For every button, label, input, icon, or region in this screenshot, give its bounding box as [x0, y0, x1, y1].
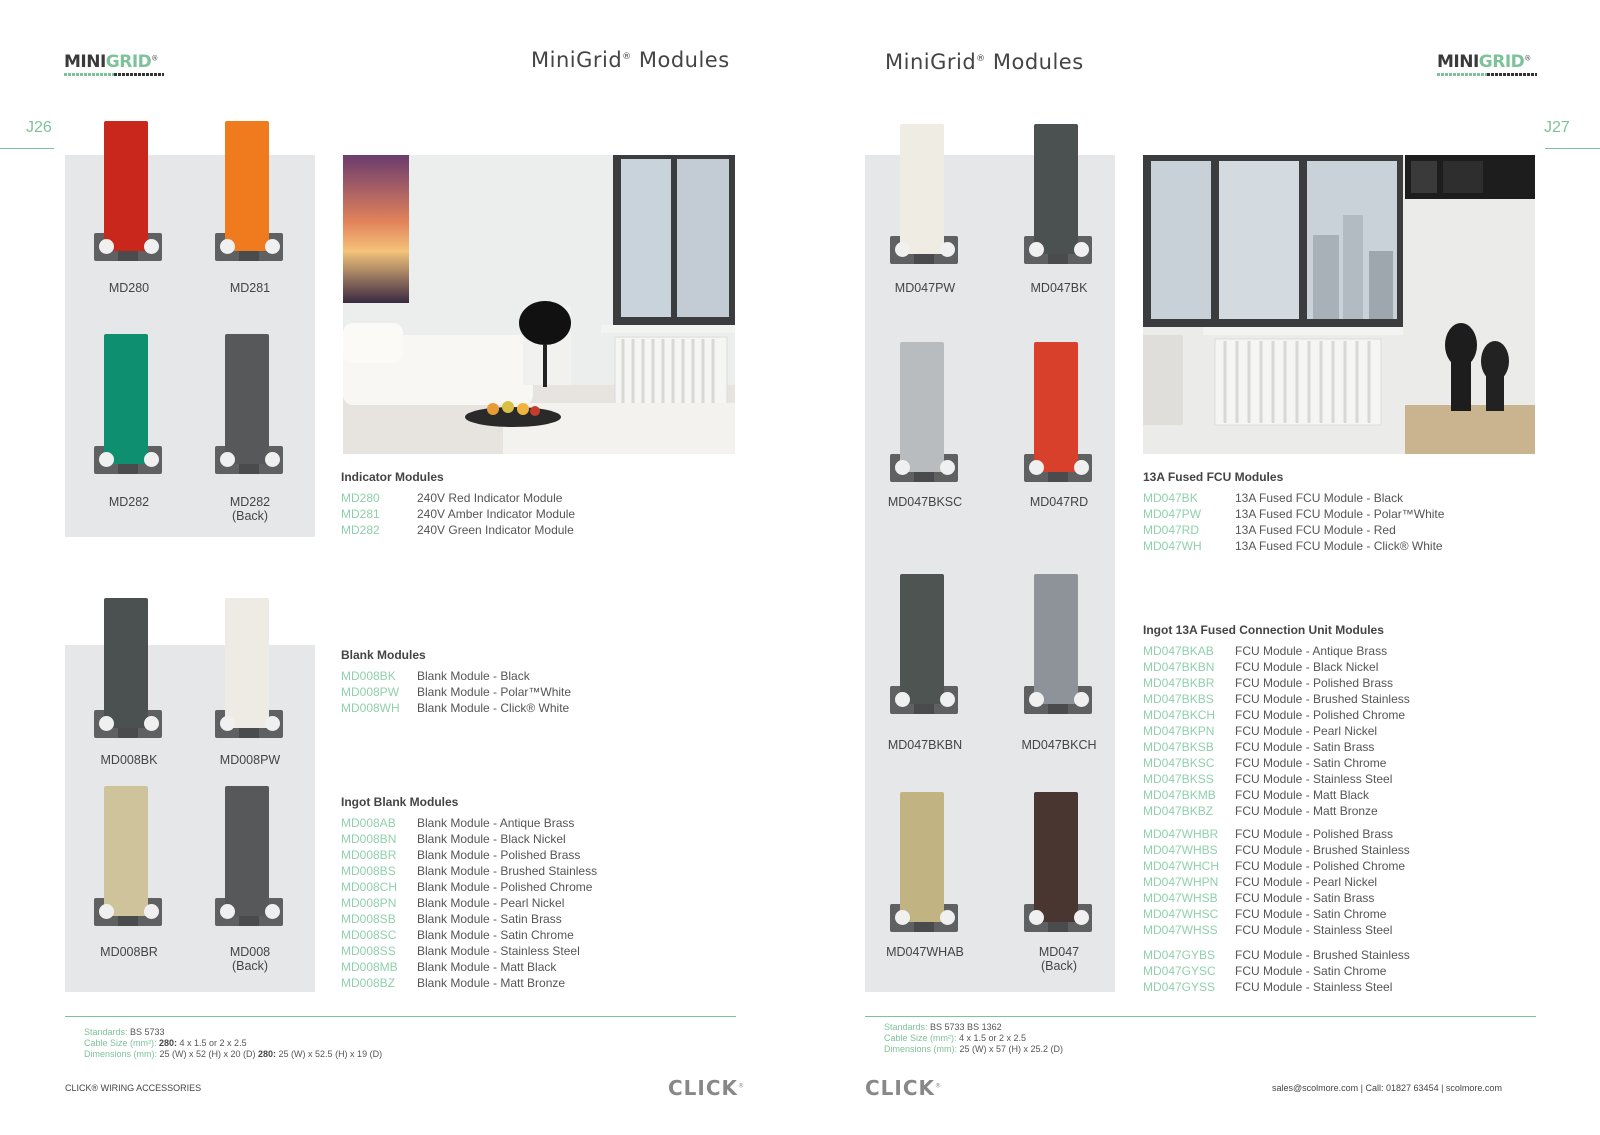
- module-code: MD280: [108, 281, 150, 295]
- module-body: [225, 334, 269, 464]
- product-row: [341, 522, 575, 538]
- module-code: MD047BKCH: [1021, 738, 1097, 752]
- module-screw-hole: [265, 904, 280, 919]
- module-code: MD047BK: [1030, 281, 1088, 295]
- module-body: [104, 121, 148, 251]
- module-screw-hole: [1074, 460, 1089, 475]
- module-image: [94, 121, 164, 263]
- module-screw-hole: [99, 452, 114, 467]
- ingot-blank-modules-title: Ingot Blank Modules: [341, 795, 459, 809]
- product-description: 240V Amber Indicator Module: [417, 507, 576, 521]
- module-screw-hole: [220, 716, 235, 731]
- module-body: [900, 792, 944, 922]
- indicator-modules-title: Indicator Modules: [341, 470, 444, 484]
- module-caption: [865, 495, 985, 509]
- product-code: MD047BKSB: [1143, 740, 1214, 754]
- product-row: [341, 879, 597, 895]
- product-row: [1143, 771, 1410, 787]
- product-row: [1143, 739, 1410, 755]
- product-row: [1143, 842, 1410, 858]
- module-screw-hole: [265, 452, 280, 467]
- module-image: [890, 124, 960, 266]
- module-image: [1024, 574, 1094, 716]
- product-code: MD047WHBS: [1143, 843, 1218, 857]
- module-image: [215, 121, 285, 263]
- product-code: MD047GYSC: [1143, 964, 1216, 978]
- module-image: [890, 574, 960, 716]
- product-description: FCU Module - Polished Chrome: [1235, 859, 1406, 873]
- module-note: (Back): [231, 959, 269, 973]
- product-description: FCU Module - Polished Chrome: [1235, 708, 1406, 722]
- module-caption: [190, 495, 310, 523]
- product-row: [341, 927, 597, 943]
- product-description: Blank Module - Satin Chrome: [417, 928, 574, 942]
- product-row: [341, 668, 571, 684]
- product-code: MD008BR: [341, 848, 397, 862]
- module-body: [104, 786, 148, 916]
- product-row: [1143, 506, 1444, 522]
- ingot-fcu-modules-title: Ingot 13A Fused Connection Unit Modules: [1143, 623, 1384, 637]
- module-image: [215, 786, 285, 928]
- module-caption: [865, 738, 985, 752]
- product-description: FCU Module - Pearl Nickel: [1235, 875, 1378, 889]
- module-caption: [69, 495, 189, 509]
- product-description: FCU Module - Brushed Stainless: [1235, 948, 1410, 962]
- module-caption: [190, 945, 310, 973]
- module-body: [900, 342, 944, 472]
- product-description: FCU Module - Stainless Steel: [1235, 772, 1393, 786]
- module-screw-hole: [895, 692, 910, 707]
- product-code: MD047WHSB: [1143, 891, 1218, 905]
- module-caption: [999, 945, 1119, 973]
- product-code: MD047WHPN: [1143, 875, 1219, 889]
- product-code: MD047BKSS: [1143, 772, 1214, 786]
- module-screw-hole: [895, 460, 910, 475]
- product-code: MD008SB: [341, 912, 396, 926]
- footer-website[interactable]: scolmore.com: [1445, 1083, 1502, 1093]
- module-body: [1034, 792, 1078, 922]
- product-code: MD047BKAB: [1143, 644, 1214, 658]
- specs-rule-left: [65, 1016, 736, 1017]
- module-screw-hole: [265, 239, 280, 254]
- product-code: MD280: [341, 491, 380, 505]
- product-row: [341, 490, 575, 506]
- product-description: FCU Module - Pearl Nickel: [1235, 724, 1378, 738]
- product-description: Blank Module - Click® White: [417, 701, 570, 715]
- logo-reg: ®: [151, 54, 158, 63]
- product-row: [1143, 522, 1444, 538]
- module-screw-hole: [265, 716, 280, 731]
- module-screw-hole: [940, 460, 955, 475]
- product-row: [1143, 707, 1410, 723]
- room-photo-right: [1143, 155, 1535, 454]
- module-code: MD008BR: [100, 945, 158, 959]
- module-code: MD047WHAB: [886, 945, 964, 959]
- product-description: FCU Module - Satin Chrome: [1235, 964, 1387, 978]
- product-code: MD047BKBN: [1143, 660, 1215, 674]
- product-row: [1143, 906, 1410, 922]
- product-code: MD047BKPN: [1143, 724, 1215, 738]
- logo-bar-dark: [114, 73, 164, 76]
- module-screw-hole: [144, 452, 159, 467]
- product-row: [1143, 826, 1410, 842]
- product-code: MD047WHCH: [1143, 859, 1220, 873]
- product-code: MD047BK: [1143, 491, 1198, 505]
- module-code: MD281: [229, 281, 271, 295]
- module-screw-hole: [895, 242, 910, 257]
- product-code: MD008BZ: [341, 976, 396, 990]
- module-screw-hole: [99, 904, 114, 919]
- logo-text-b: GRID: [105, 52, 152, 72]
- product-code: MD047WHSS: [1143, 923, 1218, 937]
- product-row: [341, 815, 597, 831]
- module-code: MD047RD: [1029, 495, 1089, 509]
- product-row: [341, 943, 597, 959]
- ingot-blank-modules-list: [341, 815, 597, 991]
- footer-email[interactable]: sales@scolmore.com: [1272, 1083, 1359, 1093]
- footer-contact: sales@scolmore.com | Call: 01827 63454 | scolmore.com: [1272, 1083, 1502, 1093]
- product-code: MD008WH: [341, 701, 400, 715]
- product-code: MD047PW: [1143, 507, 1202, 521]
- module-caption: [69, 281, 189, 295]
- module-screw-hole: [99, 239, 114, 254]
- product-description: FCU Module - Black Nickel: [1235, 660, 1379, 674]
- product-code: MD047WHSC: [1143, 907, 1219, 921]
- product-row: [1143, 723, 1410, 739]
- product-description: FCU Module - Polished Brass: [1235, 676, 1394, 690]
- product-description: Blank Module - Polar™White: [417, 685, 572, 699]
- product-description: Blank Module - Stainless Steel: [417, 944, 580, 958]
- module-image: [1024, 792, 1094, 934]
- product-description: FCU Module - Stainless Steel: [1235, 923, 1393, 937]
- module-body: [104, 334, 148, 464]
- product-description: Blank Module - Polished Chrome: [417, 880, 593, 894]
- module-note: (Back): [231, 509, 269, 523]
- module-code: MD008PW: [219, 753, 281, 767]
- minigrid-logo-right: MINIGRID®: [1437, 52, 1547, 78]
- product-description: FCU Module - Brushed Stainless: [1235, 843, 1410, 857]
- module-body: [104, 598, 148, 728]
- page-number-right: J27: [1544, 119, 1570, 136]
- product-description: Blank Module - Matt Bronze: [417, 976, 566, 990]
- module-code: MD008: [229, 945, 271, 959]
- module-code: MD282: [108, 495, 150, 509]
- module-caption: [999, 281, 1119, 295]
- module-screw-hole: [1029, 242, 1044, 257]
- module-caption: [865, 945, 985, 959]
- module-screw-hole: [144, 239, 159, 254]
- product-row: [341, 911, 597, 927]
- product-description: Blank Module - Satin Brass: [417, 912, 562, 926]
- product-row: [1143, 538, 1444, 554]
- module-body: [1034, 124, 1078, 254]
- product-row: [1143, 803, 1410, 819]
- module-screw-hole: [1074, 242, 1089, 257]
- footer-phone: Call: 01827 63454: [1365, 1083, 1439, 1093]
- product-code: MD281: [341, 507, 380, 521]
- product-row: [1143, 691, 1410, 707]
- module-code: MD047BKSC: [887, 495, 963, 509]
- product-code: MD047BKCH: [1143, 708, 1216, 722]
- product-code: MD008PN: [341, 896, 397, 910]
- specs-right: Standards: BS 5733 BS 1362 Cable Size (mm²): 4 x 1.5 or 2 x 2.5 Dimensions (mm): 25 (W) x 57 (H) x 25.2 (D): [884, 1022, 1064, 1054]
- product-description: 240V Red Indicator Module: [417, 491, 563, 505]
- module-screw-hole: [220, 904, 235, 919]
- product-description: FCU Module - Satin Brass: [1235, 891, 1375, 905]
- module-screw-hole: [1074, 910, 1089, 925]
- product-description: FCU Module - Antique Brass: [1235, 644, 1388, 658]
- product-code: MD047BKBS: [1143, 692, 1214, 706]
- module-screw-hole: [99, 716, 114, 731]
- module-caption: [190, 281, 310, 295]
- product-code: MD047GYBS: [1143, 948, 1216, 962]
- product-description: Blank Module - Polished Brass: [417, 848, 581, 862]
- product-description: FCU Module - Satin Chrome: [1235, 907, 1387, 921]
- module-screw-hole: [940, 692, 955, 707]
- module-screw-hole: [220, 239, 235, 254]
- module-note: (Back): [1040, 959, 1078, 973]
- module-screw-hole: [1029, 460, 1044, 475]
- specs-rule-right: [865, 1016, 1536, 1017]
- product-row: [1143, 643, 1410, 659]
- module-image: [94, 334, 164, 476]
- module-body: [900, 574, 944, 704]
- product-row: [1143, 890, 1410, 906]
- module-caption: [999, 738, 1119, 752]
- blank-modules-title: Blank Modules: [341, 648, 426, 662]
- product-description: FCU Module - Brushed Stainless: [1235, 692, 1410, 706]
- product-row: [341, 959, 597, 975]
- module-image: [94, 786, 164, 928]
- product-row: [341, 847, 597, 863]
- product-description: FCU Module - Matt Bronze: [1235, 804, 1378, 818]
- product-code: MD047BKBZ: [1143, 804, 1214, 818]
- module-screw-hole: [220, 452, 235, 467]
- product-description: FCU Module - Satin Brass: [1235, 740, 1375, 754]
- product-description: 13A Fused FCU Module - Click® White: [1235, 539, 1443, 553]
- product-row: [1143, 922, 1410, 938]
- module-image: [215, 598, 285, 740]
- product-code: MD047WHBR: [1143, 827, 1219, 841]
- product-description: FCU Module - Stainless Steel: [1235, 980, 1393, 994]
- product-description: 13A Fused FCU Module - Black: [1235, 491, 1404, 505]
- product-description: FCU Module - Satin Chrome: [1235, 756, 1387, 770]
- module-image: [94, 598, 164, 740]
- product-description: FCU Module - Polished Brass: [1235, 827, 1394, 841]
- click-logo-right: CLICK®: [865, 1076, 943, 1100]
- product-code: MD008BS: [341, 864, 396, 878]
- page-title-right: MiniGrid® Modules: [885, 50, 1084, 74]
- product-code: MD047RD: [1143, 523, 1200, 537]
- product-row: [1143, 675, 1410, 691]
- product-row: [1143, 874, 1410, 890]
- product-description: 240V Green Indicator Module: [417, 523, 574, 537]
- page-title-left: MiniGrid® Modules: [531, 48, 730, 72]
- module-caption: [999, 495, 1119, 509]
- product-description: Blank Module - Antique Brass: [417, 816, 575, 830]
- product-code: MD008BN: [341, 832, 397, 846]
- product-row: [341, 831, 597, 847]
- logo-bar-dark: [1487, 73, 1537, 76]
- product-description: FCU Module - Matt Black: [1235, 788, 1370, 802]
- product-code: MD008MB: [341, 960, 398, 974]
- product-code: MD008PW: [341, 685, 400, 699]
- product-description: Blank Module - Brushed Stainless: [417, 864, 598, 878]
- module-screw-hole: [940, 242, 955, 257]
- product-description: Blank Module - Pearl Nickel: [417, 896, 565, 910]
- module-screw-hole: [895, 910, 910, 925]
- module-screw-hole: [1029, 692, 1044, 707]
- module-body: [1034, 342, 1078, 472]
- product-row: [341, 863, 597, 879]
- module-screw-hole: [144, 904, 159, 919]
- blank-modules-list: [341, 668, 571, 716]
- module-screw-hole: [940, 910, 955, 925]
- module-image: [1024, 124, 1094, 266]
- module-screw-hole: [144, 716, 159, 731]
- specs-left: Standards: BS 5733 Cable Size (mm²): 280: 4 x 1.5 or 2 x 2.5 Dimensions (mm): 25 (W) x 52 (H) x 20 (D) 280: 25 (W) x 52.5 (H) x 19 (D): [84, 1027, 383, 1059]
- product-description: Blank Module - Black: [417, 669, 530, 683]
- ingot-fcu-list-gy: [1143, 947, 1410, 995]
- module-code: MD282: [229, 495, 271, 509]
- product-row: [1143, 659, 1410, 675]
- product-code: MD282: [341, 523, 380, 537]
- room-photo-left-image: [343, 155, 735, 454]
- minigrid-logo-left: [64, 52, 174, 78]
- product-code: MD047BKSC: [1143, 756, 1215, 770]
- product-description: Blank Module - Black Nickel: [417, 832, 566, 846]
- module-image: [1024, 342, 1094, 484]
- ingot-fcu-list-bk: [1143, 643, 1410, 819]
- module-body: [900, 124, 944, 254]
- module-image: [890, 792, 960, 934]
- product-code: MD047WH: [1143, 539, 1202, 553]
- room-photo-left: [343, 155, 735, 454]
- product-row: [1143, 490, 1444, 506]
- product-code: MD008AB: [341, 816, 396, 830]
- module-image: [215, 334, 285, 476]
- module-image: [890, 342, 960, 484]
- product-code: MD008SC: [341, 928, 397, 942]
- module-body: [225, 786, 269, 916]
- module-caption: [190, 753, 310, 767]
- product-row: [1143, 755, 1410, 771]
- product-row: [1143, 787, 1410, 803]
- module-code: MD047PW: [894, 281, 956, 295]
- product-code: MD008SS: [341, 944, 396, 958]
- product-code: MD008CH: [341, 880, 398, 894]
- product-row: [341, 975, 597, 991]
- product-description: 13A Fused FCU Module - Red: [1235, 523, 1396, 537]
- module-code: MD047: [1038, 945, 1080, 959]
- ingot-fcu-list-wh: [1143, 826, 1410, 938]
- product-description: Blank Module - Matt Black: [417, 960, 557, 974]
- product-row: [1143, 947, 1410, 963]
- product-code: MD047BKMB: [1143, 788, 1216, 802]
- product-code: MD008BK: [341, 669, 396, 683]
- product-row: [1143, 858, 1410, 874]
- product-row: [341, 506, 575, 522]
- module-caption: [69, 945, 189, 959]
- page-number-left: J26: [26, 119, 52, 136]
- logo-text-a: MINI: [64, 52, 106, 72]
- page-rule-left: [0, 148, 54, 149]
- module-body: [1034, 574, 1078, 704]
- footer-brand-left: CLICK® WIRING ACCESSORIES: [65, 1083, 202, 1093]
- product-code: MD047BKBR: [1143, 676, 1215, 690]
- module-code: MD008BK: [100, 753, 158, 767]
- module-screw-hole: [1074, 692, 1089, 707]
- product-description: 13A Fused FCU Module - Polar™White: [1235, 507, 1445, 521]
- product-row: [341, 684, 571, 700]
- fcu-modules-title: 13A Fused FCU Modules: [1143, 470, 1284, 484]
- module-screw-hole: [1029, 910, 1044, 925]
- page-rule-right: [1545, 148, 1600, 149]
- indicator-modules-list: [341, 490, 575, 538]
- product-row: [1143, 963, 1410, 979]
- product-code: MD047GYSS: [1143, 980, 1216, 994]
- module-code: MD047BKBN: [887, 738, 963, 752]
- fcu-modules-list: [1143, 490, 1444, 554]
- module-body: [225, 121, 269, 251]
- room-photo-right-image: [1143, 155, 1535, 454]
- module-body: [225, 598, 269, 728]
- module-caption: [69, 753, 189, 767]
- click-logo-left: CLICK®: [668, 1076, 746, 1100]
- product-row: [1143, 979, 1410, 995]
- product-row: [341, 700, 571, 716]
- product-row: [341, 895, 597, 911]
- module-caption: [865, 281, 985, 295]
